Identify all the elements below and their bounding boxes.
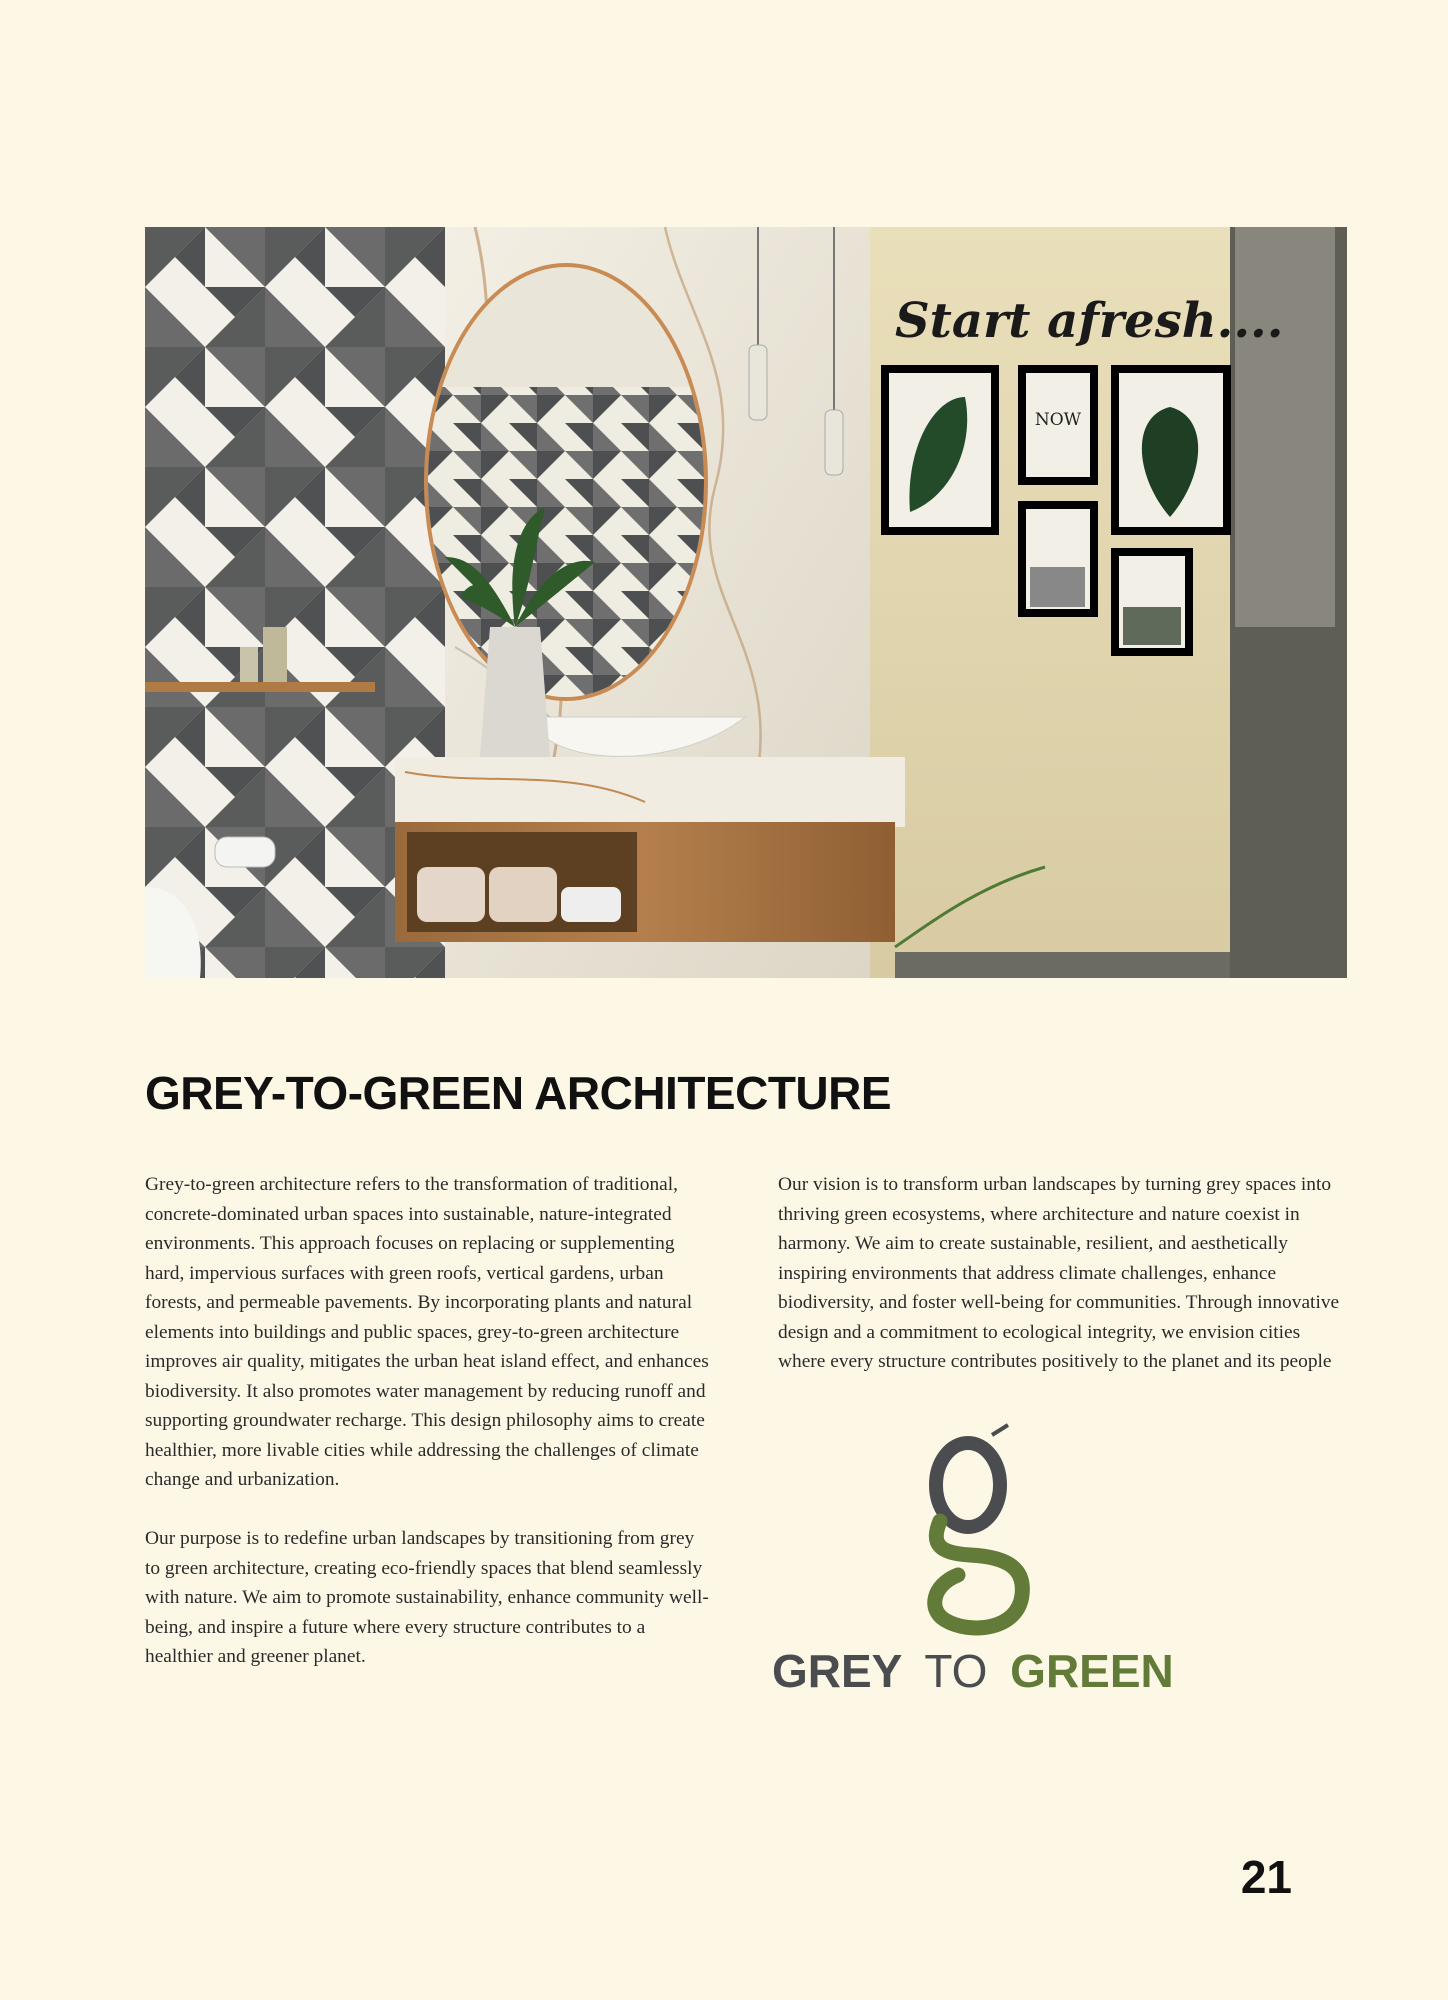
logo-word-grey: GREY — [772, 1645, 903, 1697]
svg-text:GREY TO GREEN — [772, 1645, 1174, 1697]
wall-script-text: Start afresh.... — [895, 293, 1284, 349]
logo-word-to: TO — [924, 1645, 988, 1697]
logo-g-mark — [935, 1425, 1023, 1628]
right-column — [778, 1170, 1343, 1406]
left-column — [145, 1170, 710, 1701]
bathroom-photo — [145, 227, 1347, 978]
grey-to-green-logo — [770, 1425, 1174, 1705]
article-title: GREY-TO-GREEN ARCHITECTURE — [145, 1067, 892, 1119]
left-paragraph-1: Grey-to-green architecture refers to the transformation of traditional, concrete-dominated urban spaces into sustainable, nature-integrated environments. This approach focuses on replacing or supplementing hard, impervious surfaces with green roofs, vertical gardens, urban forests, and permeable pavements. By incorporating plants and natural elements into buildings and public spaces, grey-to-green architecture improves air quality, mitigates the urban heat island effect, and enhances biodiversity. It also promotes water management by reducing runoff and supporting groundwater recharge. This design philosophy aims to create healthier, more livable cities while addressing the challenges of climate change and urbanization. — [145, 1174, 709, 1490]
page-number: 21 — [1240, 1851, 1292, 1903]
frame-now-text: NOW — [1034, 410, 1082, 430]
logo-word-green: GREEN — [1010, 1645, 1174, 1697]
left-paragraph-2: Our purpose is to redefine urban landscapes by transitioning from grey to green architecture, creating eco-friendly spaces that blend seamlessly with nature. We aim to promote sustainability, enhance community well-being, and inspire a future where every structure contributes to a healthier and greener planet. — [145, 1528, 709, 1667]
right-paragraph: Our vision is to transform urban landscapes by turning grey spaces into thriving green ecosystems, where architecture and nature coexist in harmony. We aim to create sustainable, resilient, and aesthetically inspiring environments that address climate challenges, enhance biodiversity, and foster well-being for communities. Through innovative design and a commitment to ecological integrity, we envision cities where every structure contributes positively to the planet and its people — [778, 1174, 1340, 1372]
